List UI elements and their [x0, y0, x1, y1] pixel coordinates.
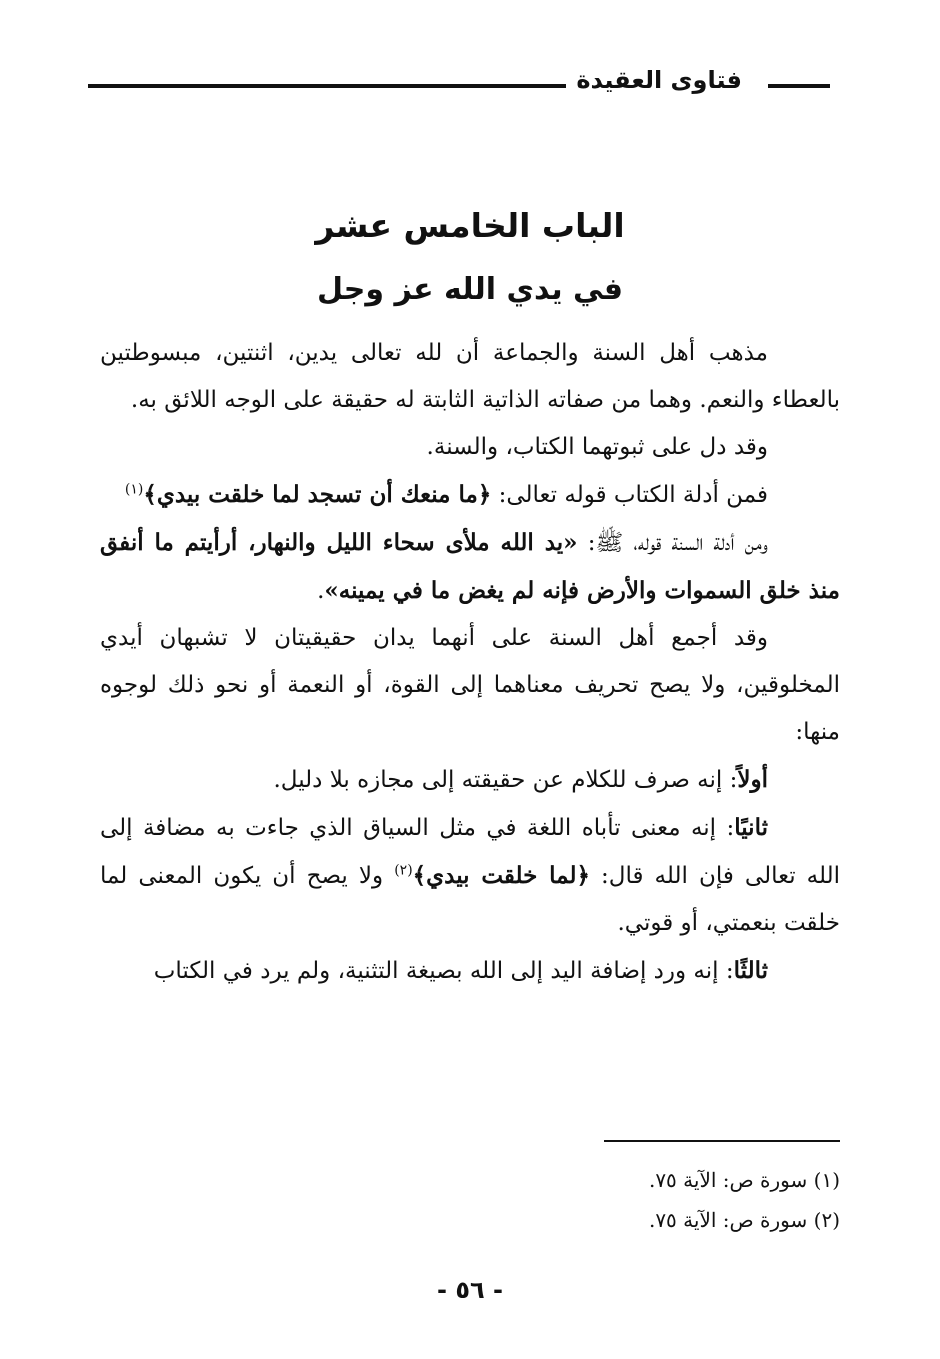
- chapter-subtitle: في يدي الله عز وجل: [316, 272, 624, 307]
- hadith-end: .: [317, 578, 325, 604]
- point-first-label: أولاً: [737, 766, 768, 793]
- header-rule-long: [88, 84, 566, 88]
- footnote-ref-2: (٢): [394, 862, 413, 879]
- point-third-label: ثالثًا: [733, 957, 768, 984]
- footnotes: [100, 1160, 840, 1240]
- footnote-separator: [604, 1140, 840, 1142]
- header-rule-short: [768, 84, 830, 88]
- point-third: [100, 947, 840, 995]
- body-text: [100, 330, 840, 995]
- running-header: [88, 62, 830, 102]
- quran-evidence-intro: فمن أدلة الكتاب قوله تعالى:: [491, 482, 768, 508]
- point-first: [100, 756, 840, 804]
- paragraph-sunnah-evidence: [100, 519, 840, 615]
- point-second-text-a: : إنه معنى تأباه اللغة في مثل السياق الذي جاءت به مضافة إلى الله تعالى فإن الله قال:: [100, 815, 841, 889]
- running-title: فتاوى العقيدة: [576, 66, 742, 94]
- point-second-label: ثانيًا: [734, 814, 768, 841]
- footnote-1: (١) سورة ص: الآية ٧٥.: [648, 1168, 840, 1192]
- page-number: - ٥٦ -: [437, 1276, 503, 1304]
- paragraph-evidence-sources: وقد دل على ثبوتهما الكتاب، والسنة.: [426, 434, 768, 460]
- paragraph-quran-evidence: [100, 471, 840, 519]
- footnote-ref-1: (١): [124, 481, 144, 498]
- sunnah-evidence-intro: ومن أدلة السنة قوله، ﷺ:: [577, 530, 768, 556]
- footnote-2: (٢) سورة ص: الآية ٧٥.: [648, 1208, 840, 1232]
- hadith-quote: «يد الله ملأى سحاء الليل والنهار، أرأيتم ما أنفق منذ خلق السموات والأرض فإنه لم يغض ما في يمينه»: [100, 529, 840, 604]
- point-second-verse: ﴿لما خلقت بيدي﴾: [412, 862, 590, 889]
- paragraph-doctrine: مذهب أهل السنة والجماعة أن لله تعالى يدين، اثنتين، مبسوطتين بالعطاء والنعم. وهما من صفاته الذاتية الثابتة له حقيقة على الوجه اللائق به.: [100, 340, 840, 413]
- point-second: [100, 804, 840, 947]
- chapter-title: الباب الخامس عشر: [315, 206, 625, 245]
- point-first-text: : إنه صرف للكلام عن حقيقته إلى مجازه بلا دليل.: [273, 767, 738, 793]
- quran-verse: ﴿ما منعك أن تسجد لما خلقت بيدي﴾: [143, 481, 492, 508]
- point-second-text-b: ولا يصح أن يكون المعنى لما خلقت بنعمتي، أو قوتي.: [100, 863, 840, 936]
- point-third-text: : إنه ورد إضافة اليد إلى الله بصيغة التثنية، ولم يرد في الكتاب: [153, 958, 734, 984]
- paragraph-consensus: وقد أجمع أهل السنة على أنهما يدان حقيقيتان لا تشبهان أيدي المخلوقين، ولا يصح تحريف معناهما إلى القوة، أو النعمة أو نحو ذلك لوجوه منها:: [100, 625, 840, 745]
